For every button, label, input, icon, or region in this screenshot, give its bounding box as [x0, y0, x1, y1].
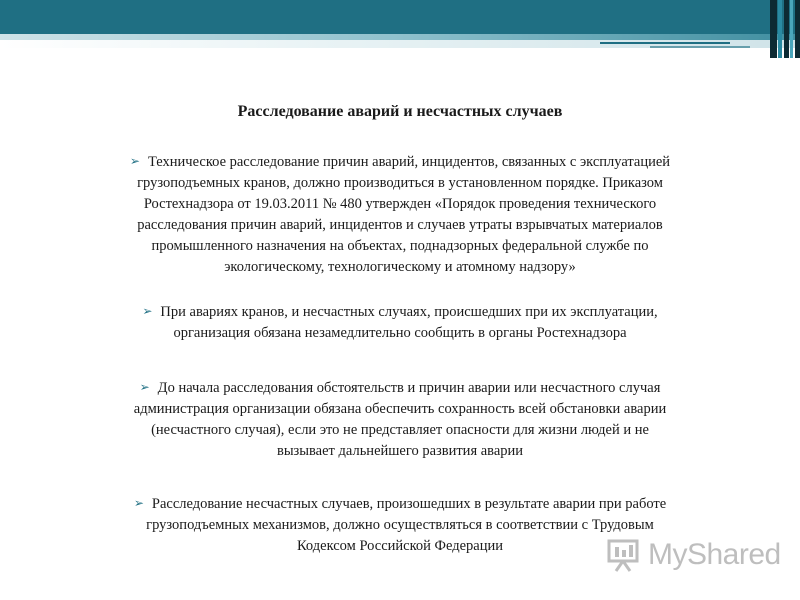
bullet-arrow-icon: ➢ [129, 154, 140, 168]
banner-stripe [784, 0, 789, 58]
paragraph-line: организация обязана незамедлительно сообщить в органы Ростехнадзора [173, 325, 627, 341]
banner-accent-line [600, 42, 730, 44]
paragraph-line: расследования причин аварий, инцидентов и случаев утраты взрывчатых материалов [137, 217, 663, 233]
presentation-board-icon [606, 538, 642, 572]
watermark-text: MyShared [648, 538, 781, 571]
paragraph-line: администрация организации обязана обеспечить сохранность всей обстановки аварии [133, 401, 667, 417]
header-banner [0, 0, 800, 58]
paragraph-line: грузоподъемных механизмов, должно осуществляться в соответствии с Трудовым [146, 517, 654, 533]
paragraph-technical-investigation [60, 152, 740, 278]
bullet-arrow-icon: ➢ [133, 496, 144, 510]
banner-accent-line [650, 46, 750, 48]
paragraph-line: ➢ Техническое расследование причин аварий, инцидентов, связанных с эксплуатацией [129, 154, 671, 170]
paragraph-line: Кодексом Российской Федерации [296, 538, 504, 554]
bullet-arrow-icon: ➢ [139, 380, 150, 394]
slide-title: Расследование аварий и несчастных случаев [237, 103, 563, 120]
paragraph-line: ➢ Расследование несчастных случаев, произошедших в результате аварии при работе [133, 496, 667, 512]
banner-stripe [790, 0, 793, 58]
banner-stripe [795, 0, 800, 58]
paragraph-line: (несчастного случая), если это не представляет опасности для жизни людей и не [151, 422, 649, 438]
paragraph-line: промышленного назначения на объектах, поднадзорных федеральной службе по [151, 238, 649, 254]
paragraph-line: ➢ До начала расследования обстоятельств и причин аварии или несчастного случая [139, 380, 661, 396]
paragraph-line: экологическому, технологическому и атомному надзору» [224, 259, 576, 275]
paragraph-crane-accidents [70, 302, 730, 344]
paragraph-line: грузоподъемных кранов, должно производиться в установленном порядке. Приказом [137, 175, 663, 191]
banner-stripe [770, 0, 777, 58]
paragraph-before-investigation [60, 378, 740, 462]
paragraph-line: ➢ При авариях кранов, и несчастных случаях, происшедших при их эксплуатации, [142, 304, 658, 320]
banner-main-bar [0, 0, 800, 34]
paragraph-line: вызывает дальнейшего развития аварии [276, 443, 524, 459]
bullet-arrow-icon: ➢ [142, 304, 153, 318]
paragraph-line: Ростехнадзора от 19.03.2011 № 480 утвержден «Порядок проведения технического [143, 196, 657, 212]
banner-stripe [778, 0, 782, 58]
